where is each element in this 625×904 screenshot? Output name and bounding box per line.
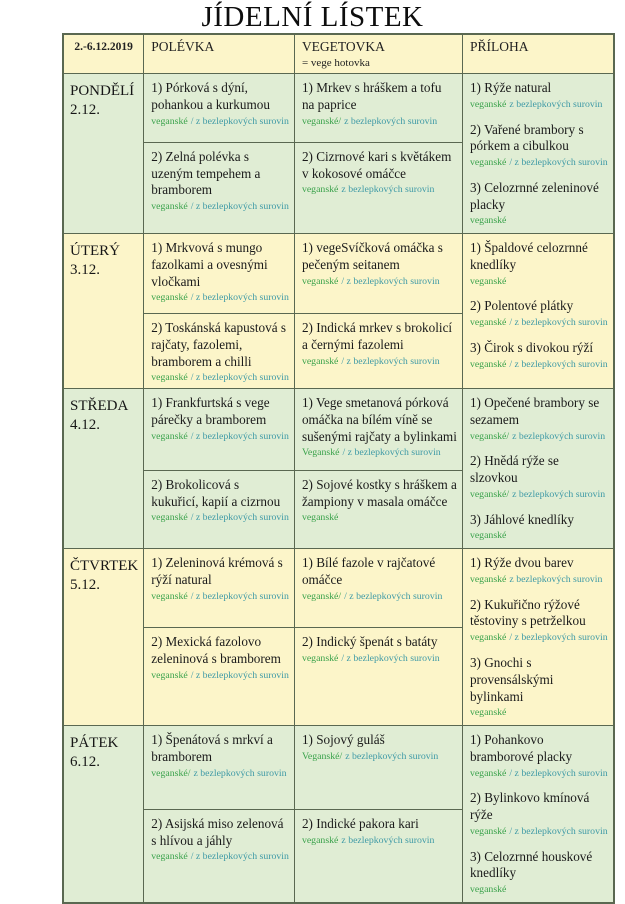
diet-tags xyxy=(470,884,608,896)
diet-tags xyxy=(151,201,289,213)
vegan-tag: veganské xyxy=(469,573,507,585)
day-row-top xyxy=(63,234,614,314)
dish-text: 3) Čirok s divokou rýží xyxy=(469,339,594,355)
diet-tags xyxy=(302,276,457,288)
vegan-tag: veganské/ xyxy=(469,488,510,500)
vegan-tag: veganské/ xyxy=(469,430,510,442)
side-dishes-cell xyxy=(462,549,613,726)
dish-text: 1) Rýže dvou barev xyxy=(469,555,574,571)
vegan-tag: veganské xyxy=(469,275,507,287)
dish-text: 3) Jáhlové knedlíky xyxy=(469,511,574,527)
day-row-top xyxy=(63,74,614,143)
diet-tags xyxy=(151,116,289,128)
vegan-tag: Veganské xyxy=(301,447,340,459)
glutenfree-tag: / z bezlepkových surovin xyxy=(341,355,440,367)
day-cell xyxy=(63,234,144,389)
vegan-tag: veganské xyxy=(301,512,339,524)
header-col-vegetovka-subtitle: = vege hotovka xyxy=(301,57,370,69)
vegan-tag: veganské/ xyxy=(301,590,342,602)
dish-text: 1) vegeSvíčková omáčka s pečeným seitanem xyxy=(301,240,443,272)
side-dish-1 xyxy=(470,240,608,287)
diet-tags xyxy=(302,835,457,847)
dish-text: 1) Opečené brambory se sezamem xyxy=(469,395,600,427)
side-dish-3 xyxy=(470,512,608,543)
side-dishes-cell xyxy=(462,74,613,234)
vege-1-cell xyxy=(294,74,462,143)
day-cell xyxy=(63,74,144,234)
diet-tags xyxy=(302,116,457,128)
vegan-tag: veganské xyxy=(151,430,188,442)
day-date: 5.12. xyxy=(70,576,100,593)
glutenfree-tag: / z bezlepkových surovin xyxy=(341,275,440,287)
vegan-tag: veganské xyxy=(151,590,188,602)
day-cell xyxy=(63,726,144,903)
dish-text: 1) Špenátová s mrkví a bramborem xyxy=(151,732,273,764)
diet-tags xyxy=(302,751,457,763)
dish-text: 2) Indická mrkev s brokolicí a černými fazolemi xyxy=(301,320,453,352)
dish-text: 2) Toskánská kapustová s rajčaty, fazolemi, bramborem a chilli xyxy=(151,320,286,369)
menu-table xyxy=(62,33,615,904)
diet-tags xyxy=(302,591,457,603)
day-row-top xyxy=(63,389,614,471)
header-col-priloha: PŘÍLOHA xyxy=(462,34,613,74)
diet-tags xyxy=(151,768,289,780)
dish-text: 3) Gnochi s provensálskými bylinkami xyxy=(469,655,554,704)
vegan-tag: veganské xyxy=(469,157,507,169)
vegan-tag: veganské xyxy=(301,834,339,846)
side-dishes-cell xyxy=(462,389,613,549)
side-dish-2 xyxy=(470,122,608,169)
diet-tags xyxy=(470,530,608,542)
day-cell xyxy=(63,549,144,726)
glutenfree-tag: / z bezlepkových surovin xyxy=(509,825,608,837)
dish-text: 2) Sojové kostky s hráškem a žampiony v masala omáčce xyxy=(301,476,457,509)
dish-text: 2) Indické pakora kari xyxy=(301,815,419,831)
diet-tags xyxy=(470,632,608,644)
diet-tags xyxy=(470,826,608,838)
glutenfree-tag: / z bezlepkových surovin xyxy=(190,512,289,524)
diet-tags xyxy=(302,653,457,665)
glutenfree-tag: z bezlepkových surovin xyxy=(193,767,287,779)
diet-tags xyxy=(470,489,608,501)
dish-text: 2) Mexická fazolovo zeleninová s bramborem xyxy=(151,634,281,666)
side-dishes-cell xyxy=(462,234,613,389)
glutenfree-tag: / z bezlepkových surovin xyxy=(509,157,608,169)
vegan-tag: veganské xyxy=(151,851,188,863)
day-name: ČTVRTEK xyxy=(70,558,139,575)
header-col-soup: POLÉVKA xyxy=(144,34,295,74)
glutenfree-tag: / z bezlepkových surovin xyxy=(342,447,441,459)
dish-text: 2) Cizrnové kari s květákem v kokosové omáčce xyxy=(301,148,452,181)
soup-2-cell xyxy=(144,142,295,233)
diet-tags xyxy=(151,372,289,384)
soup-1-cell xyxy=(144,726,295,810)
diet-tags xyxy=(470,574,608,586)
glutenfree-tag: / z bezlepkových surovin xyxy=(509,632,608,644)
dish-text: 3) Celozrnné houskové knedlíky xyxy=(469,848,593,881)
vegan-tag: Veganské/ xyxy=(301,750,343,762)
dish-text: 2) Zelná polévka s uzeným tempehem a bramborem xyxy=(151,148,261,198)
day-name: PONDĚLÍ xyxy=(70,83,135,99)
soup-1-cell xyxy=(144,389,295,471)
vegan-tag: veganské xyxy=(151,201,188,213)
header-col-vegetovka-label: VEGETOVKA xyxy=(301,39,385,54)
vegan-tag: veganské xyxy=(469,707,507,719)
side-dishes-cell xyxy=(462,726,613,903)
diet-tags xyxy=(151,591,289,603)
dish-text: 2) Brokolicová s kukuřicí, kapií a cizrnou xyxy=(151,476,281,509)
dish-text: 1) Vege smetanová pórková omáčka na bílém víně se sušenými rajčaty a bylinkami xyxy=(301,395,457,444)
diet-tags xyxy=(151,431,289,443)
day-row-top xyxy=(63,726,614,810)
dish-text: 1) Mrkev s hráškem a tofu na paprice xyxy=(301,80,442,112)
diet-tags xyxy=(470,317,608,329)
side-dish-2 xyxy=(470,597,608,644)
side-dish-3 xyxy=(470,849,608,896)
soup-1-cell xyxy=(144,74,295,143)
vegan-tag: veganské xyxy=(469,358,507,370)
dish-text: 2) Kukuřično rýžové těstoviny s petrželkou xyxy=(469,596,586,629)
vegan-tag: veganské xyxy=(301,652,339,664)
glutenfree-tag: z bezlepkových surovin xyxy=(341,184,435,196)
diet-tags xyxy=(470,431,608,443)
soup-1-cell xyxy=(144,549,295,628)
side-dish-2 xyxy=(470,298,608,329)
diet-tags xyxy=(151,292,289,304)
dish-text: 2) Polentové plátky xyxy=(469,298,574,314)
dish-text: 1) Sojový guláš xyxy=(301,732,385,748)
dish-text: 2) Indický špenát s batáty xyxy=(301,634,438,650)
glutenfree-tag: / z bezlepkových surovin xyxy=(190,669,289,681)
side-dish-3 xyxy=(470,340,608,371)
day-name: STŘEDA xyxy=(70,398,129,415)
dish-text: 1) Špaldové celozrnné knedlíky xyxy=(469,240,588,272)
day-date: 4.12. xyxy=(70,416,100,433)
diet-tags xyxy=(302,184,457,196)
vegan-tag: veganské/ xyxy=(301,115,342,127)
side-dish-1 xyxy=(470,732,608,779)
vegan-tag: veganské/ xyxy=(151,767,191,779)
vege-2-cell xyxy=(294,628,462,726)
vege-2-cell xyxy=(294,809,462,902)
diet-tags xyxy=(470,276,608,288)
dish-text: 1) Mrkvová s mungo fazolkami a ovesnými vločkami xyxy=(151,240,268,289)
dish-text: 1) Frankfurtská s vege párečky a bramborem xyxy=(151,395,270,427)
day-name: ÚTERÝ xyxy=(70,243,120,260)
soup-2-cell xyxy=(144,314,295,389)
day-cell xyxy=(63,389,144,549)
vegan-tag: veganské xyxy=(301,184,339,196)
vege-2-cell xyxy=(294,142,462,233)
glutenfree-tag: / z bezlepkových surovin xyxy=(341,652,440,664)
side-dish-2 xyxy=(470,790,608,837)
dish-text: 2) Bylinkovo kmínová rýže xyxy=(469,790,590,823)
dish-text: 2) Hnědá rýže se slzovkou xyxy=(469,453,559,486)
diet-tags xyxy=(302,356,457,368)
vege-1-cell xyxy=(294,234,462,314)
dish-text: 1) Bílé fazole v rajčatové omáčce xyxy=(301,555,436,587)
dish-text: 1) Zeleninová krémová s rýží natural xyxy=(151,555,283,587)
vegan-tag: veganské xyxy=(151,512,188,524)
glutenfree-tag: / z bezlepkových surovin xyxy=(190,851,289,863)
glutenfree-tag: / z bezlepkových surovin xyxy=(509,358,608,370)
diet-tags xyxy=(470,215,608,227)
diet-tags xyxy=(151,512,289,524)
side-dish-1 xyxy=(470,80,608,111)
dish-text: 1) Pórková s dýní, pohankou a kurkumou xyxy=(151,80,270,112)
day-date: 2.12. xyxy=(70,101,100,118)
glutenfree-tag: z bezlepkových surovin xyxy=(509,573,603,585)
dish-text: 1) Rýže natural xyxy=(469,80,552,95)
glutenfree-tag: z bezlepkových surovin xyxy=(341,834,435,846)
glutenfree-tag: / z bezlepkových surovin xyxy=(190,201,289,213)
day-row-top xyxy=(63,549,614,628)
glutenfree-tag: z bezlepkových surovin xyxy=(512,488,606,500)
glutenfree-tag: / z bezlepkových surovin xyxy=(344,590,443,602)
diet-tags xyxy=(470,157,608,169)
day-date: 6.12. xyxy=(70,753,100,770)
side-dish-3 xyxy=(470,655,608,719)
glutenfree-tag: / z bezlepkových surovin xyxy=(190,430,289,442)
vegan-tag: veganské xyxy=(469,98,507,110)
glutenfree-tag: / z bezlepkových surovin xyxy=(190,590,289,602)
vege-1-cell xyxy=(294,549,462,628)
dish-text: 2) Asijská miso zelenová s hlívou a jáhly xyxy=(151,815,284,848)
vegan-tag: veganské xyxy=(469,530,507,542)
soup-2-cell xyxy=(144,628,295,726)
vegan-tag: veganské xyxy=(151,372,188,384)
dish-text: 1) Pohankovo bramborové placky xyxy=(469,732,573,764)
side-dish-1 xyxy=(470,555,608,586)
soup-2-cell xyxy=(144,470,295,548)
diet-tags xyxy=(151,670,289,682)
glutenfree-tag: / z bezlepkových surovin xyxy=(509,317,608,329)
vegan-tag: veganské xyxy=(301,355,339,367)
vegan-tag: veganské xyxy=(469,632,507,644)
diet-tags xyxy=(470,707,608,719)
diet-tags xyxy=(151,851,289,863)
soup-1-cell xyxy=(144,234,295,314)
header-col-vegetovka xyxy=(294,34,462,74)
glutenfree-tag: z bezlepkových surovin xyxy=(509,98,603,110)
day-name: PÁTEK xyxy=(70,735,119,752)
vegan-tag: veganské xyxy=(469,215,507,227)
diet-tags xyxy=(470,359,608,371)
vege-2-cell xyxy=(294,314,462,389)
vegan-tag: veganské xyxy=(151,292,188,304)
vege-2-cell xyxy=(294,470,462,548)
vege-1-cell xyxy=(294,726,462,810)
page-title: JÍDELNÍ LÍSTEK xyxy=(201,1,424,33)
day-date: 3.12. xyxy=(70,261,100,278)
soup-2-cell xyxy=(144,809,295,902)
vege-1-cell xyxy=(294,389,462,471)
vegan-tag: veganské xyxy=(151,669,188,681)
glutenfree-tag: z bezlepkových surovin xyxy=(512,430,606,442)
side-dish-3 xyxy=(470,180,608,227)
glutenfree-tag: / z bezlepkových surovin xyxy=(190,372,289,384)
diet-tags xyxy=(302,447,457,459)
glutenfree-tag: / z bezlepkových surovin xyxy=(190,292,289,304)
vegan-tag: veganské xyxy=(469,317,507,329)
header-row xyxy=(63,34,614,74)
diet-tags xyxy=(470,99,608,111)
dish-text: 3) Celozrnné zeleninové placky xyxy=(469,179,599,212)
vegan-tag: veganské xyxy=(151,115,188,127)
header-date-range: 2.-6.12.2019 xyxy=(63,34,144,74)
side-dish-1 xyxy=(470,395,608,442)
side-dish-2 xyxy=(470,453,608,500)
glutenfree-tag: / z bezlepkových surovin xyxy=(509,767,608,779)
glutenfree-tag: / z bezlepkových surovin xyxy=(190,115,289,127)
glutenfree-tag: z bezlepkových surovin xyxy=(345,750,439,762)
vegan-tag: veganské xyxy=(469,825,507,837)
vegan-tag: veganské xyxy=(469,767,507,779)
vegan-tag: veganské xyxy=(301,275,339,287)
vegan-tag: veganské xyxy=(469,884,507,896)
dish-text: 2) Vařené brambory s pórkem a cibulkou xyxy=(469,121,584,154)
diet-tags xyxy=(302,512,457,524)
diet-tags xyxy=(470,768,608,780)
glutenfree-tag: z bezlepkových surovin xyxy=(344,115,438,127)
